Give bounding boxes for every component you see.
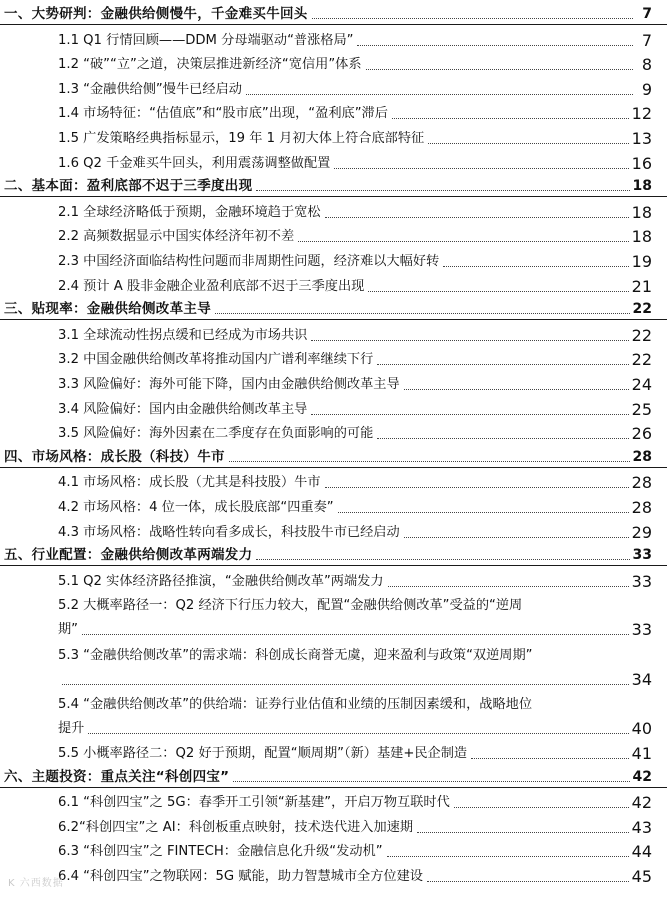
toc-page-number: 28	[631, 498, 652, 517]
toc-dot-leader	[229, 460, 630, 462]
toc-dot-leader	[388, 585, 629, 587]
toc-entry-title: 四、市场风格：成长股（科技）牛市	[4, 448, 225, 465]
toc-page-number: 7	[641, 30, 652, 50]
toc-page-number: 19	[631, 252, 652, 271]
toc-entry-title: 5.2 大概率路径一：Q2 经济下行压力较大，配置“金融供给侧改革”受益的“逆周	[58, 598, 523, 614]
toc-dot-leader	[215, 312, 630, 314]
toc-dot-leader	[357, 44, 633, 46]
toc-subsection-entry[interactable]	[0, 469, 667, 493]
toc-dot-leader	[471, 757, 629, 759]
toc-section-entry[interactable]	[0, 174, 667, 197]
toc-subsection-entry[interactable]	[0, 494, 667, 518]
toc-entry-title: 六、主题投资：重点关注“科创四宝”	[4, 768, 230, 785]
toc-page-number: 44	[631, 842, 652, 862]
toc-subsection-entry[interactable]	[0, 789, 667, 813]
toc-page-number: 40	[631, 718, 652, 738]
toc-dot-leader	[404, 536, 629, 538]
watermark: K 六西数据	[8, 878, 64, 889]
toc-subsection-entry[interactable]	[0, 27, 667, 51]
toc-dot-leader	[334, 167, 628, 169]
toc-subsection-entry[interactable]	[0, 371, 667, 395]
toc-entry-title: 2.4 预计 A 股非金融企业盈利底部不迟于三季度出现	[58, 278, 365, 294]
toc-page-number: 43	[631, 817, 652, 837]
toc-entry-title-continued: 期”	[58, 622, 79, 638]
toc-page-number: 33	[631, 620, 652, 640]
toc-entry-title: 3.4 风险偏好：国内由金融供给侧改革主导	[58, 401, 308, 417]
toc-subsection-entry[interactable]	[0, 568, 667, 592]
toc-entry-title: 5.5 小概率路径二：Q2 好于预期，配置“顺周期”（新）基建+民企制造	[58, 746, 468, 761]
toc-dot-leader	[417, 831, 629, 833]
toc-entry-title: 1.1 Q1 行情回顾——DDM 分母端驱动“普涨格局”	[58, 32, 354, 48]
toc-dot-leader	[256, 558, 629, 560]
toc-dot-leader	[377, 437, 628, 439]
toc-entry-title: 2.1 全球经济略低于预期，金融环境趋于宽松	[58, 204, 321, 220]
toc-subsection-entry[interactable]	[0, 642, 667, 690]
toc-entry-title: 5.3 “金融供给侧改革”的需求端：科创成长商誉无虞，迎来盈利与政策“双逆周期”	[58, 647, 533, 663]
toc-dot-leader	[246, 93, 633, 95]
toc-entry-title: 6.2“科创四宝”之 AI：科创板重点映射，技术迭代进入加速期	[58, 819, 414, 835]
toc-dot-leader	[325, 216, 629, 218]
toc-entry-title: 5.1 Q2 实体经济路径推演，“金融供给侧改革”两端发力	[58, 573, 384, 589]
toc-subsection-entry[interactable]	[0, 223, 667, 247]
toc-page-number: 41	[631, 744, 652, 763]
toc-page-number: 18	[632, 178, 652, 195]
toc-dot-leader	[368, 290, 628, 292]
toc-subsection-entry[interactable]	[0, 740, 667, 764]
toc-page-number: 18	[631, 202, 652, 222]
toc-dot-leader	[312, 17, 633, 19]
toc-subsection-entry[interactable]	[0, 51, 667, 75]
toc-page-number: 22	[632, 301, 652, 318]
toc-page-number: 34	[631, 669, 652, 689]
toc-page-number: 33	[631, 571, 652, 591]
toc-entry-title: 3.5 风险偏好：海外因素在二季度存在负面影响的可能	[58, 426, 374, 442]
toc-page-number: 45	[631, 867, 652, 886]
toc-entry-title: 4.2 市场风格：4 位一体，成长股底部“四重奏”	[58, 500, 334, 515]
toc-dot-leader	[82, 633, 629, 635]
toc-dot-leader	[88, 732, 628, 734]
toc-dot-leader	[366, 68, 633, 70]
toc-subsection-entry[interactable]	[0, 100, 667, 124]
toc-section-entry[interactable]	[0, 297, 667, 320]
toc-entry-title: 6.4 “科创四宝”之物联网：5G 赋能，助力智慧城市全方位建设	[58, 869, 423, 884]
toc-entry-title: 6.3 “科创四宝”之 FINTECH：金融信息化升级“发动机”	[58, 844, 383, 860]
toc-page-number: 24	[631, 375, 652, 394]
toc-page-number: 22	[631, 325, 652, 345]
toc-page-number: 28	[631, 473, 652, 493]
toc-entry-title-continued: 提升	[58, 720, 85, 736]
toc-subsection-entry[interactable]	[0, 322, 667, 346]
toc-dot-leader	[233, 780, 629, 782]
toc-subsection-entry[interactable]	[0, 150, 667, 174]
toc-dot-leader	[377, 363, 628, 365]
toc-dot-leader	[298, 240, 628, 242]
toc-dot-leader	[338, 511, 629, 513]
toc-entry-title: 3.3 风险偏好：海外可能下降，国内由金融供给侧改革主导	[58, 377, 400, 392]
toc-entry-title: 3.2 中国金融供给侧改革将推动国内广谱利率继续下行	[58, 352, 374, 368]
toc-section-entry[interactable]	[0, 765, 667, 788]
toc-page-number: 25	[631, 399, 652, 419]
toc-subsection-entry[interactable]	[0, 273, 667, 297]
toc-page-number: 8	[641, 55, 652, 75]
toc-subsection-entry[interactable]	[0, 420, 667, 444]
toc-page-number: 7	[642, 6, 652, 22]
toc-page-number: 18	[631, 227, 652, 247]
toc-page-number: 9	[641, 79, 652, 99]
toc-page-number: 13	[631, 129, 652, 148]
toc-section-entry[interactable]	[0, 445, 667, 468]
toc-entry-title: 6.1 “科创四宝”之 5G：春季开工引领“新基建”，开启万物互联时代	[58, 795, 450, 811]
toc-page-number: 26	[631, 424, 652, 444]
toc-page-number: 28	[632, 448, 652, 465]
toc-entry-title: 5.4 “金融供给侧改革”的供给端：证券行业估值和业绩的压制因素缓和，战略地位	[58, 696, 533, 712]
toc-dot-leader	[428, 142, 628, 144]
toc-entry-title: 五、行业配置：金融供给侧改革两端发力	[4, 547, 253, 564]
toc-page-number: 16	[631, 153, 652, 173]
toc-subsection-entry[interactable]	[0, 248, 667, 272]
toc-dot-leader	[311, 413, 628, 415]
toc-dot-leader	[392, 117, 629, 119]
toc-entry-title: 1.4 市场特征：“估值底”和“股市底”出现，“盈利底”滞后	[58, 106, 388, 122]
toc-entry-title: 3.1 全球流动性拐点缓和已经成为市场共识	[58, 327, 308, 343]
toc-subsection-entry[interactable]	[0, 592, 667, 640]
toc-page-number: 42	[631, 793, 652, 813]
toc-dot-leader	[62, 683, 629, 685]
toc-section-entry[interactable]	[0, 2, 667, 25]
toc-dot-leader	[325, 486, 629, 488]
toc-dot-leader	[256, 189, 629, 191]
toc-subsection-entry[interactable]	[0, 346, 667, 370]
toc-dot-leader	[454, 806, 629, 808]
toc-subsection-entry[interactable]	[0, 396, 667, 420]
toc-page-number: 21	[631, 276, 652, 296]
toc-entry-title: 4.3 市场风格：战略性转向看多成长，科技股牛市已经启动	[58, 524, 400, 540]
toc-entry-title: 一、大势研判：金融供给侧慢牛，千金难买牛回头	[4, 6, 308, 22]
toc-page-number: 33	[632, 547, 652, 564]
toc-subsection-entry[interactable]	[0, 814, 667, 838]
toc-dot-leader	[404, 388, 629, 390]
toc-subsection-entry[interactable]	[0, 199, 667, 223]
toc-page-number: 42	[632, 768, 652, 785]
toc-entry-title: 二、基本面：盈利底部不迟于三季度出现	[4, 178, 253, 195]
toc-entry-title: 4.1 市场风格：成长股（尤其是科技股）牛市	[58, 475, 321, 491]
toc-subsection-entry[interactable]	[0, 76, 667, 100]
toc-entry-title: 1.3 “金融供给侧”慢牛已经启动	[58, 81, 242, 97]
toc-entry-title: 1.5 广发策略经典指标显示，19 年 1 月初大体上符合底部特征	[58, 131, 425, 146]
toc-page-number: 22	[631, 350, 652, 370]
toc-entry-title: 三、贴现率：金融供给侧改革主导	[4, 301, 211, 318]
toc-page-number: 29	[631, 522, 652, 542]
toc-page-number: 12	[631, 104, 652, 124]
toc-entry-title: 2.3 中国经济面临结构性问题而非周期性问题，经济难以大幅好转	[58, 254, 440, 269]
toc-subsection-entry[interactable]	[0, 838, 667, 862]
toc-subsection-entry[interactable]	[0, 125, 667, 149]
toc-subsection-entry[interactable]	[0, 863, 667, 887]
toc-entry-title: 1.6 Q2 千金难买牛回头，利用震荡调整做配置	[58, 155, 331, 171]
toc-dot-leader	[443, 265, 628, 267]
toc-dot-leader	[387, 855, 629, 857]
toc-dot-leader	[427, 880, 629, 882]
toc-entry-title: 1.2 “破”“立”之道，决策层推进新经济“宽信用”体系	[58, 57, 362, 73]
toc-dot-leader	[311, 339, 628, 341]
toc-subsection-entry[interactable]	[0, 691, 667, 739]
toc-entry-title: 2.2 高频数据显示中国实体经济年初不差	[58, 229, 295, 245]
toc-subsection-entry[interactable]	[0, 519, 667, 543]
toc-section-entry[interactable]	[0, 543, 667, 566]
